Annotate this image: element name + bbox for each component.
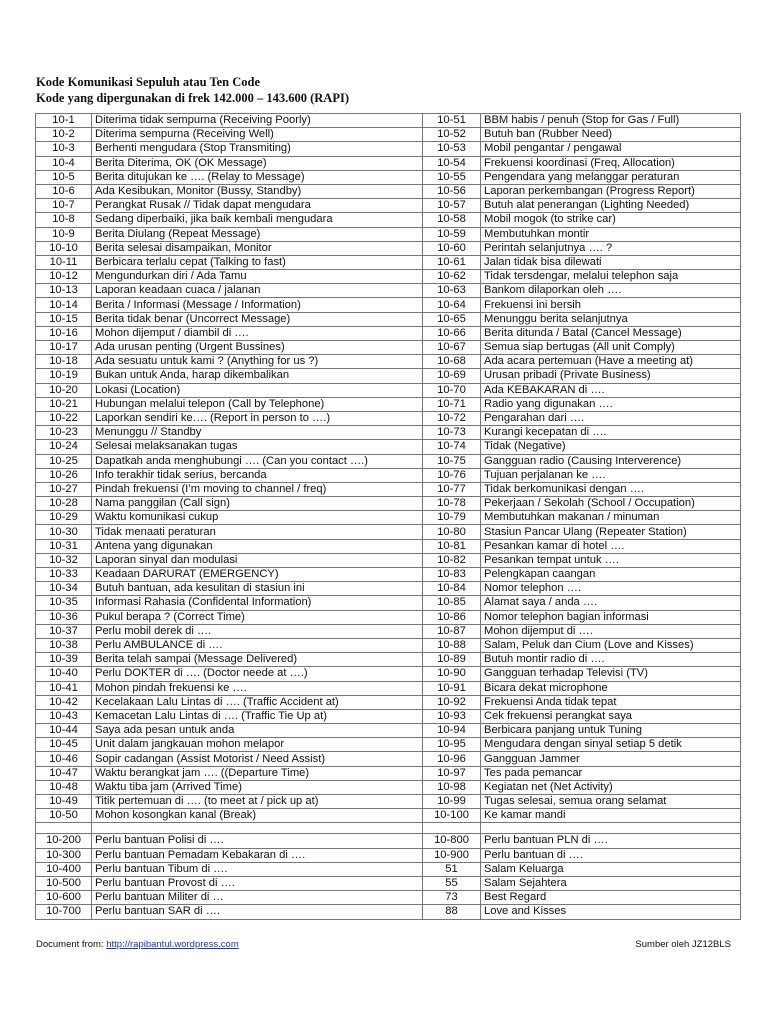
table-row-extra xyxy=(36,891,741,905)
code-right: 10-96 xyxy=(423,752,481,766)
code-left: 10-22 xyxy=(36,411,92,425)
table-row xyxy=(36,709,741,723)
code-right: 10-70 xyxy=(423,383,481,397)
code-right: 10-90 xyxy=(423,667,481,681)
meaning-left: Perangkat Rusak // Tidak dapat mengudara xyxy=(92,199,423,213)
table-row xyxy=(36,156,741,170)
code-left: 10-5 xyxy=(36,170,92,184)
meaning-right: Bicara dekat microphone xyxy=(481,681,741,695)
code-right: 10-65 xyxy=(423,312,481,326)
meaning-left: Kecelakaan Lalu Lintas di …. (Traffic Accident at) xyxy=(92,695,423,709)
code-right: 10-71 xyxy=(423,397,481,411)
meaning-right: Frekuensi Anda tidak tepat xyxy=(481,695,741,709)
code-left: 10-16 xyxy=(36,326,92,340)
code-right: 10-57 xyxy=(423,199,481,213)
code-left: 10-24 xyxy=(36,440,92,454)
table-row xyxy=(36,553,741,567)
code-right: 10-82 xyxy=(423,553,481,567)
code-right: 10-63 xyxy=(423,284,481,298)
table-row xyxy=(36,426,741,440)
meaning-left: Pindah frekuensi (I’m moving to channel / freq) xyxy=(92,482,423,496)
code-left: 10-28 xyxy=(36,497,92,511)
meaning-left: Selesai melaksanakan tugas xyxy=(92,440,423,454)
code-left: 10-1 xyxy=(36,114,92,128)
meaning-left: Berita ditujukan ke …. (Relay to Message) xyxy=(92,170,423,184)
meaning-right: Salam, Peluk dan Cium (Love and Kisses) xyxy=(481,638,741,652)
table-row xyxy=(36,724,741,738)
code-left: 10-36 xyxy=(36,610,92,624)
code-right: 10-94 xyxy=(423,724,481,738)
table-row xyxy=(36,766,741,780)
table-row xyxy=(36,227,741,241)
code-right: 51 xyxy=(423,862,481,876)
meaning-left: Perlu bantuan Polisi di …. xyxy=(92,834,423,848)
code-right: 10-79 xyxy=(423,511,481,525)
meaning-right: Gangguan Jammer xyxy=(481,752,741,766)
code-left: 10-9 xyxy=(36,227,92,241)
footer-source xyxy=(36,939,239,950)
meaning-left: Info terakhir tidak serius, bercanda xyxy=(92,468,423,482)
table-row xyxy=(36,284,741,298)
code-left: 10-38 xyxy=(36,638,92,652)
meaning-right: Semua siap bertugas (All unit Comply) xyxy=(481,341,741,355)
code-right: 10-52 xyxy=(423,128,481,142)
meaning-left: Berita selesai disampaikan, Monitor xyxy=(92,241,423,255)
table-row xyxy=(36,341,741,355)
meaning-right: Membutuhkan makanan / minuman xyxy=(481,511,741,525)
code-left: 10-8 xyxy=(36,213,92,227)
table-row xyxy=(36,667,741,681)
code-left: 10-3 xyxy=(36,142,92,156)
code-left: 10-40 xyxy=(36,667,92,681)
code-right: 10-83 xyxy=(423,568,481,582)
table-row xyxy=(36,752,741,766)
code-left: 10-27 xyxy=(36,482,92,496)
code-left: 10-20 xyxy=(36,383,92,397)
meaning-right: Stasiun Pancar Ulang (Repeater Station) xyxy=(481,525,741,539)
meaning-right: Tugas selesai, semua orang selamat xyxy=(481,795,741,809)
table-row xyxy=(36,170,741,184)
code-right: 10-69 xyxy=(423,369,481,383)
code-left: 10-50 xyxy=(36,809,92,823)
meaning-left: Lokasi (Location) xyxy=(92,383,423,397)
code-right: 10-88 xyxy=(423,638,481,652)
document-title: Kode Komunikasi Sepuluh atau Ten Code xyxy=(36,75,261,89)
code-right: 10-72 xyxy=(423,411,481,425)
meaning-left: Ada urusan penting (Urgent Bussines) xyxy=(92,341,423,355)
table-row xyxy=(36,411,741,425)
code-left: 10-43 xyxy=(36,709,92,723)
table-row xyxy=(36,440,741,454)
code-right: 10-60 xyxy=(423,241,481,255)
meaning-right: Mobil pengantar / pengawal xyxy=(481,142,741,156)
table-row-extra xyxy=(36,905,741,919)
code-right: 10-55 xyxy=(423,170,481,184)
meaning-left: Berbicara terlalu cepat (Talking to fast) xyxy=(92,255,423,269)
meaning-right: Tes pada pemancar xyxy=(481,766,741,780)
table-row xyxy=(36,270,741,284)
table-row xyxy=(36,539,741,553)
table-row xyxy=(36,241,741,255)
table-row xyxy=(36,355,741,369)
code-left: 10-37 xyxy=(36,624,92,638)
meaning-left: Berita Diulang (Repeat Message) xyxy=(92,227,423,241)
table-row xyxy=(36,809,741,823)
code-left: 10-25 xyxy=(36,454,92,468)
meaning-left: Perlu bantuan Tibum di …. xyxy=(92,862,423,876)
meaning-right: Pengarahan dari …. xyxy=(481,411,741,425)
code-left: 10-4 xyxy=(36,156,92,170)
meaning-left: Laporan sinyal dan modulasi xyxy=(92,553,423,567)
code-left: 10-2 xyxy=(36,128,92,142)
table-row xyxy=(36,511,741,525)
code-left: 10-32 xyxy=(36,553,92,567)
code-left: 10-46 xyxy=(36,752,92,766)
meaning-right: Salam Keluarga xyxy=(481,862,741,876)
table-row xyxy=(36,582,741,596)
table-row xyxy=(36,482,741,496)
code-left: 10-13 xyxy=(36,284,92,298)
code-left: 10-34 xyxy=(36,582,92,596)
code-left: 10-39 xyxy=(36,653,92,667)
meaning-left: Berita Diterima, OK (OK Message) xyxy=(92,156,423,170)
code-right: 10-66 xyxy=(423,326,481,340)
code-left: 10-14 xyxy=(36,298,92,312)
meaning-left: Mohon dijemput / diambil di …. xyxy=(92,326,423,340)
ten-code-table xyxy=(35,113,741,920)
meaning-right: Mobil mogok (to strike car) xyxy=(481,213,741,227)
meaning-right: Mohon dijemput di …. xyxy=(481,624,741,638)
meaning-left: Perlu bantuan Militer di … xyxy=(92,891,423,905)
code-right: 10-81 xyxy=(423,539,481,553)
meaning-right: Membutuhkan montir xyxy=(481,227,741,241)
meaning-right: Jalan tidak bisa dilewati xyxy=(481,255,741,269)
code-left: 10-35 xyxy=(36,596,92,610)
table-row xyxy=(36,142,741,156)
table-row xyxy=(36,638,741,652)
meaning-left: Laporan keadaan cuaca / jalanan xyxy=(92,284,423,298)
meaning-left: Kemacetan Lalu Lintas di …. (Traffic Tie Up at) xyxy=(92,709,423,723)
meaning-left: Bukan untuk Anda, harap dikembalikan xyxy=(92,369,423,383)
meaning-left: Perlu bantuan Provost di …. xyxy=(92,876,423,890)
code-left: 10-44 xyxy=(36,724,92,738)
code-right: 10-800 xyxy=(423,834,481,848)
table-row xyxy=(36,383,741,397)
code-right: 10-76 xyxy=(423,468,481,482)
meaning-left: Berhenti mengudara (Stop Transmiting) xyxy=(92,142,423,156)
table-row xyxy=(36,624,741,638)
code-right: 10-75 xyxy=(423,454,481,468)
meaning-left: Berita tidak benar (Uncorrect Message) xyxy=(92,312,423,326)
meaning-left: Keadaan DARURAT (EMERGENCY) xyxy=(92,568,423,582)
table-row xyxy=(36,454,741,468)
code-right: 10-67 xyxy=(423,341,481,355)
code-left: 10-48 xyxy=(36,780,92,794)
table-row-extra xyxy=(36,834,741,848)
meaning-right: Kurangi kecepatan di …. xyxy=(481,426,741,440)
meaning-left: Mohon kosongkan kanal (Break) xyxy=(92,809,423,823)
meaning-right: Tidak berkomunikasi dengan …. xyxy=(481,482,741,496)
table-row xyxy=(36,397,741,411)
meaning-left: Ada Kesibukan, Monitor (Bussy, Standby) xyxy=(92,184,423,198)
table-row xyxy=(36,199,741,213)
code-left: 10-21 xyxy=(36,397,92,411)
table-row xyxy=(36,369,741,383)
table-row xyxy=(36,568,741,582)
meaning-left: Berita / Informasi (Message / Information) xyxy=(92,298,423,312)
code-left: 10-41 xyxy=(36,681,92,695)
meaning-right: Best Regard xyxy=(481,891,741,905)
code-right: 73 xyxy=(423,891,481,905)
meaning-right: Butuh ban (Rubber Need) xyxy=(481,128,741,142)
code-right: 10-84 xyxy=(423,582,481,596)
meaning-left: Unit dalam jangkauan mohon melapor xyxy=(92,738,423,752)
code-left: 10-30 xyxy=(36,525,92,539)
table-row xyxy=(36,596,741,610)
meaning-left: Butuh bantuan, ada kesulitan di stasiun ini xyxy=(92,582,423,596)
source-link[interactable]: http://rapibantul.wordpress.com xyxy=(106,939,239,950)
code-left: 10-6 xyxy=(36,184,92,198)
code-right: 10-87 xyxy=(423,624,481,638)
code-left: 10-23 xyxy=(36,426,92,440)
code-right: 10-61 xyxy=(423,255,481,269)
meaning-right: Mengudara dengan sinyal setiap 5 detik xyxy=(481,738,741,752)
code-right: 10-80 xyxy=(423,525,481,539)
meaning-left: Hubungan melalui telepon (Call by Telephone) xyxy=(92,397,423,411)
meaning-left: Ada sesuatu untuk kami ? (Anything for us ?) xyxy=(92,355,423,369)
meaning-left: Tidak menaati peraturan xyxy=(92,525,423,539)
code-right: 10-64 xyxy=(423,298,481,312)
code-left: 10-47 xyxy=(36,766,92,780)
separator-cell xyxy=(423,823,481,834)
meaning-right: Gangguan radio (Causing Interverence) xyxy=(481,454,741,468)
code-left: 10-26 xyxy=(36,468,92,482)
code-right: 10-59 xyxy=(423,227,481,241)
meaning-right: Nomor telephon …. xyxy=(481,582,741,596)
table-row xyxy=(36,213,741,227)
code-left: 10-18 xyxy=(36,355,92,369)
code-left: 10-600 xyxy=(36,891,92,905)
meaning-left: Menunggu // Standby xyxy=(92,426,423,440)
separator-cell xyxy=(92,823,423,834)
code-left: 10-400 xyxy=(36,862,92,876)
meaning-left: Waktu tiba jam (Arrived Time) xyxy=(92,780,423,794)
meaning-left: Perlu bantuan SAR di …. xyxy=(92,905,423,919)
table-separator-row xyxy=(36,823,741,834)
table-row xyxy=(36,255,741,269)
code-right: 10-100 xyxy=(423,809,481,823)
meaning-left: Informasi Rahasia (Confidental Information) xyxy=(92,596,423,610)
footer-source-label: Document from: xyxy=(36,939,107,950)
meaning-right: Laporan perkembangan (Progress Report) xyxy=(481,184,741,198)
code-left: 10-15 xyxy=(36,312,92,326)
code-right: 10-78 xyxy=(423,497,481,511)
code-right: 10-73 xyxy=(423,426,481,440)
meaning-left: Perlu mobil derek di …. xyxy=(92,624,423,638)
table-row xyxy=(36,184,741,198)
meaning-right: Frekuensi ini bersih xyxy=(481,298,741,312)
meaning-left: Sopir cadangan (Assist Motorist / Need Assist) xyxy=(92,752,423,766)
meaning-right: Salam Sejahtera xyxy=(481,876,741,890)
meaning-right: Tidak (Negative) xyxy=(481,440,741,454)
meaning-left: Perlu DOKTER di …. (Doctor neede at ….) xyxy=(92,667,423,681)
meaning-left: Antena yang digunakan xyxy=(92,539,423,553)
meaning-left: Pukul berapa ? (Correct Time) xyxy=(92,610,423,624)
meaning-left: Perlu AMBULANCE di …. xyxy=(92,638,423,652)
meaning-right: Love and Kisses xyxy=(481,905,741,919)
table-row xyxy=(36,610,741,624)
meaning-right: Kegiatan net (Net Activity) xyxy=(481,780,741,794)
table-row xyxy=(36,114,741,128)
code-right: 10-51 xyxy=(423,114,481,128)
code-right: 10-74 xyxy=(423,440,481,454)
meaning-left: Mohon pindah frekuensi ke …. xyxy=(92,681,423,695)
meaning-left: Nama panggilan (Call sign) xyxy=(92,497,423,511)
table-row xyxy=(36,780,741,794)
table-row xyxy=(36,738,741,752)
code-left: 10-300 xyxy=(36,848,92,862)
code-left: 10-42 xyxy=(36,695,92,709)
table-row xyxy=(36,525,741,539)
meaning-left: Waktu berangkat jam …. ((Departure Time) xyxy=(92,766,423,780)
meaning-right: Radio yang digunakan …. xyxy=(481,397,741,411)
code-left: 10-19 xyxy=(36,369,92,383)
meaning-left: Diterima tidak sempurna (Receiving Poorly) xyxy=(92,114,423,128)
table-row xyxy=(36,312,741,326)
meaning-left: Waktu komunikasi cukup xyxy=(92,511,423,525)
meaning-right: Bankom dilaporkan oleh …. xyxy=(481,284,741,298)
code-left: 10-12 xyxy=(36,270,92,284)
document-subtitle: Kode yang dipergunakan di frek 142.000 – 143.600 (RAPI) xyxy=(36,91,349,105)
code-left: 10-700 xyxy=(36,905,92,919)
code-right: 10-68 xyxy=(423,355,481,369)
table-row xyxy=(36,468,741,482)
code-right: 10-77 xyxy=(423,482,481,496)
meaning-left: Saya ada pesan untuk anda xyxy=(92,724,423,738)
footer-credit: Sumber oleh JZ12BLS xyxy=(635,939,731,950)
meaning-right: Nomor telephon bagian informasi xyxy=(481,610,741,624)
meaning-left: Mengundurkan diri / Ada Tamu xyxy=(92,270,423,284)
meaning-right: Ke kamar mandi xyxy=(481,809,741,823)
document-header xyxy=(36,74,349,106)
meaning-right: Tidak tersdengar, melalui telephon saja xyxy=(481,270,741,284)
code-left: 10-45 xyxy=(36,738,92,752)
meaning-left: Laporkan sendiri ke…. (Report in person to ….) xyxy=(92,411,423,425)
code-right: 10-95 xyxy=(423,738,481,752)
code-left: 10-31 xyxy=(36,539,92,553)
code-right: 10-62 xyxy=(423,270,481,284)
code-right: 10-54 xyxy=(423,156,481,170)
code-left: 10-10 xyxy=(36,241,92,255)
meaning-right: Urusan pribadi (Private Business) xyxy=(481,369,741,383)
meaning-right: Butuh montir radio di …. xyxy=(481,653,741,667)
meaning-right: Ada acara pertemuan (Have a meeting at) xyxy=(481,355,741,369)
code-left: 10-7 xyxy=(36,199,92,213)
table-row xyxy=(36,695,741,709)
code-left: 10-49 xyxy=(36,795,92,809)
code-right: 10-98 xyxy=(423,780,481,794)
code-right: 10-86 xyxy=(423,610,481,624)
code-right: 10-92 xyxy=(423,695,481,709)
code-left: 10-500 xyxy=(36,876,92,890)
meaning-right: Menunggu berita selanjutnya xyxy=(481,312,741,326)
code-right: 10-93 xyxy=(423,709,481,723)
code-left: 10-29 xyxy=(36,511,92,525)
code-left: 10-200 xyxy=(36,834,92,848)
code-right: 55 xyxy=(423,876,481,890)
table-row-extra xyxy=(36,876,741,890)
meaning-left: Perlu bantuan Pemadam Kebakaran di …. xyxy=(92,848,423,862)
table-row xyxy=(36,128,741,142)
meaning-left: Sedang diperbaiki, jika baik kembali mengudara xyxy=(92,213,423,227)
table-row xyxy=(36,298,741,312)
ten-code-table-body xyxy=(36,114,741,920)
meaning-right: Pengendara yang melanggar peraturan xyxy=(481,170,741,184)
meaning-right: Pesankan kamar di hotel …. xyxy=(481,539,741,553)
meaning-right: Pesankan tempat untuk …. xyxy=(481,553,741,567)
code-left: 10-11 xyxy=(36,255,92,269)
meaning-left: Dapatkah anda menghubungi …. (Can you contact ….) xyxy=(92,454,423,468)
meaning-right: Perintah selanjutnya …. ? xyxy=(481,241,741,255)
table-row xyxy=(36,681,741,695)
code-right: 10-99 xyxy=(423,795,481,809)
meaning-right: Alamat saya / anda …. xyxy=(481,596,741,610)
meaning-right: Pelengkapan caangan xyxy=(481,568,741,582)
code-right: 88 xyxy=(423,905,481,919)
meaning-right: Berita ditunda / Batal (Cancel Message) xyxy=(481,326,741,340)
table-row-extra xyxy=(36,848,741,862)
meaning-left: Diterima sempurna (Receiving Well) xyxy=(92,128,423,142)
code-left: 10-33 xyxy=(36,568,92,582)
separator-cell xyxy=(36,823,92,834)
meaning-right: Berbicara panjang untuk Tuning xyxy=(481,724,741,738)
table-row xyxy=(36,653,741,667)
table-row-extra xyxy=(36,862,741,876)
separator-cell xyxy=(481,823,741,834)
meaning-right: Tujuan perjalanan ke …. xyxy=(481,468,741,482)
code-right: 10-97 xyxy=(423,766,481,780)
code-right: 10-900 xyxy=(423,848,481,862)
code-right: 10-58 xyxy=(423,213,481,227)
meaning-left: Titik pertemuan di …. (to meet at / pick up at) xyxy=(92,795,423,809)
table-row xyxy=(36,795,741,809)
meaning-right: Ada KEBAKARAN di …. xyxy=(481,383,741,397)
code-right: 10-91 xyxy=(423,681,481,695)
table-row xyxy=(36,326,741,340)
meaning-right: Frekuensi koordinasi (Freq, Allocation) xyxy=(481,156,741,170)
code-left: 10-17 xyxy=(36,341,92,355)
meaning-right: Perlu bantuan PLN di …. xyxy=(481,834,741,848)
meaning-left: Berita telah sampai (Message Delivered) xyxy=(92,653,423,667)
meaning-right: Perlu bantuan di …. xyxy=(481,848,741,862)
meaning-right: Butuh alat penerangan (Lighting Needed) xyxy=(481,199,741,213)
table-row xyxy=(36,497,741,511)
meaning-right: Pekerjaan / Sekolah (School / Occupation) xyxy=(481,497,741,511)
meaning-right: Gangguan terhadap Televisi (TV) xyxy=(481,667,741,681)
code-right: 10-85 xyxy=(423,596,481,610)
code-right: 10-53 xyxy=(423,142,481,156)
meaning-right: BBM habis / penuh (Stop for Gas / Full) xyxy=(481,114,741,128)
code-right: 10-89 xyxy=(423,653,481,667)
code-right: 10-56 xyxy=(423,184,481,198)
meaning-right: Cek frekuensi perangkat saya xyxy=(481,709,741,723)
